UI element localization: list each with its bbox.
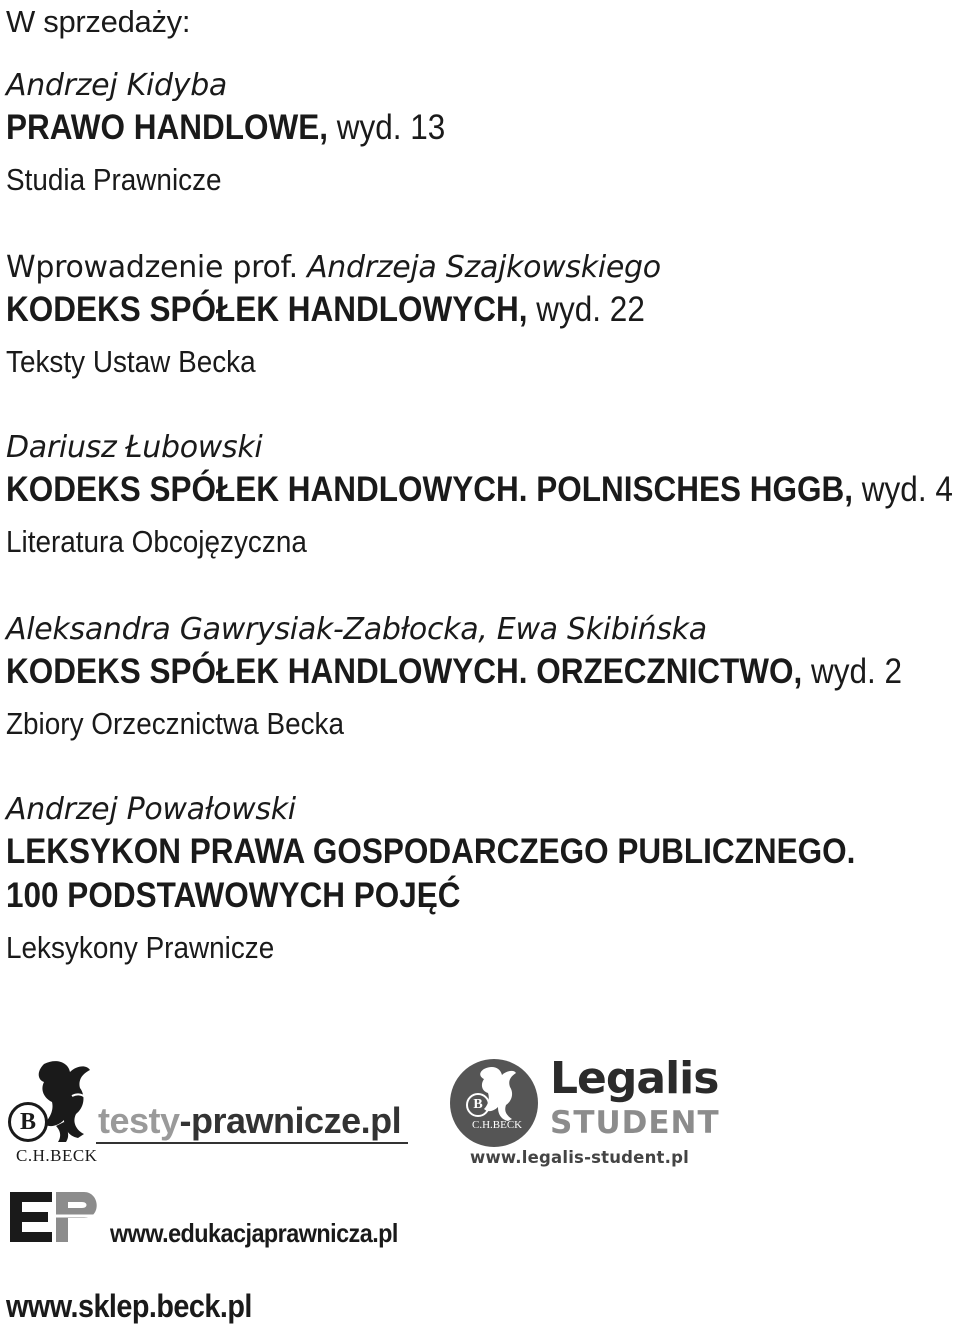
shop-url[interactable]: www.sklep.beck.pl [6, 1288, 252, 1324]
beck-medallion-icon: B [8, 1102, 48, 1142]
book-series: Leksykony Prawnicze [6, 930, 275, 965]
book-title: PRAWO HANDLOWE, wyd. 13 [6, 108, 446, 147]
book-title: KODEKS SPÓŁEK HANDLOWYCH, wyd. 22 [6, 290, 645, 329]
book-title: LEKSYKON PRAWA GOSPODARCZEGO PUBLICZNEGO. [6, 832, 856, 871]
beck-medallion-icon: B [466, 1093, 490, 1117]
book-edition: wyd. 13 [327, 108, 446, 147]
logo-underline [96, 1142, 408, 1144]
edukacja-url[interactable]: www.edukacjaprawnicza.pl [110, 1218, 398, 1248]
student-wordmark: STUDENT [550, 1105, 720, 1141]
book-series: Zbiory Orzecznictwa Becka [6, 706, 345, 741]
book-entry [6, 248, 956, 380]
testy-prawnicze-logo[interactable] [6, 1056, 416, 1166]
book-author: Wprowadzenie prof. Andrzeja Szajkowskiego [6, 250, 661, 285]
book-author: Andrzej Powałowski [6, 792, 296, 827]
book-entry [6, 428, 956, 560]
section-heading: W sprzedaży: [6, 4, 191, 39]
chbeck-label: C.H.BECK [472, 1119, 523, 1131]
book-author: Dariusz Łubowski [6, 430, 263, 465]
legalis-url[interactable]: www.legalis-student.pl [470, 1148, 689, 1167]
edukacja-prawnicza-logo[interactable] [6, 1186, 426, 1256]
legalis-wordmark: Legalis [550, 1053, 719, 1104]
book-entry [6, 66, 956, 198]
book-entry [6, 790, 956, 966]
book-edition: wyd. 22 [527, 290, 645, 329]
book-series: Teksty Ustaw Becka [6, 344, 256, 379]
book-entry [6, 610, 956, 742]
legalis-student-logo[interactable] [450, 1055, 770, 1170]
book-series: Literatura Obcojęzyczna [6, 524, 307, 559]
book-author: Aleksandra Gawrysiak-Zabłocka, Ewa Skibińska [6, 612, 707, 647]
book-title: KODEKS SPÓŁEK HANDLOWYCH. ORZECZNICTWO, wyd. 2 [6, 652, 903, 691]
book-series: Studia Prawnicze [6, 162, 222, 197]
book-edition: wyd. 4 [853, 470, 953, 509]
book-title-line2: 100 PODSTAWOWYCH POJĘĆ [6, 876, 461, 915]
testy-wordmark: testy-prawnicze.pl [98, 1100, 402, 1141]
ep-monogram-icon [6, 1186, 106, 1250]
chbeck-label: C.H.BECK [16, 1146, 98, 1165]
book-author: Andrzej Kidyba [6, 68, 228, 103]
book-title: KODEKS SPÓŁEK HANDLOWYCH. POLNISCHES HGGB, wyd. 4 [6, 470, 953, 509]
book-edition: wyd. 2 [802, 652, 903, 691]
